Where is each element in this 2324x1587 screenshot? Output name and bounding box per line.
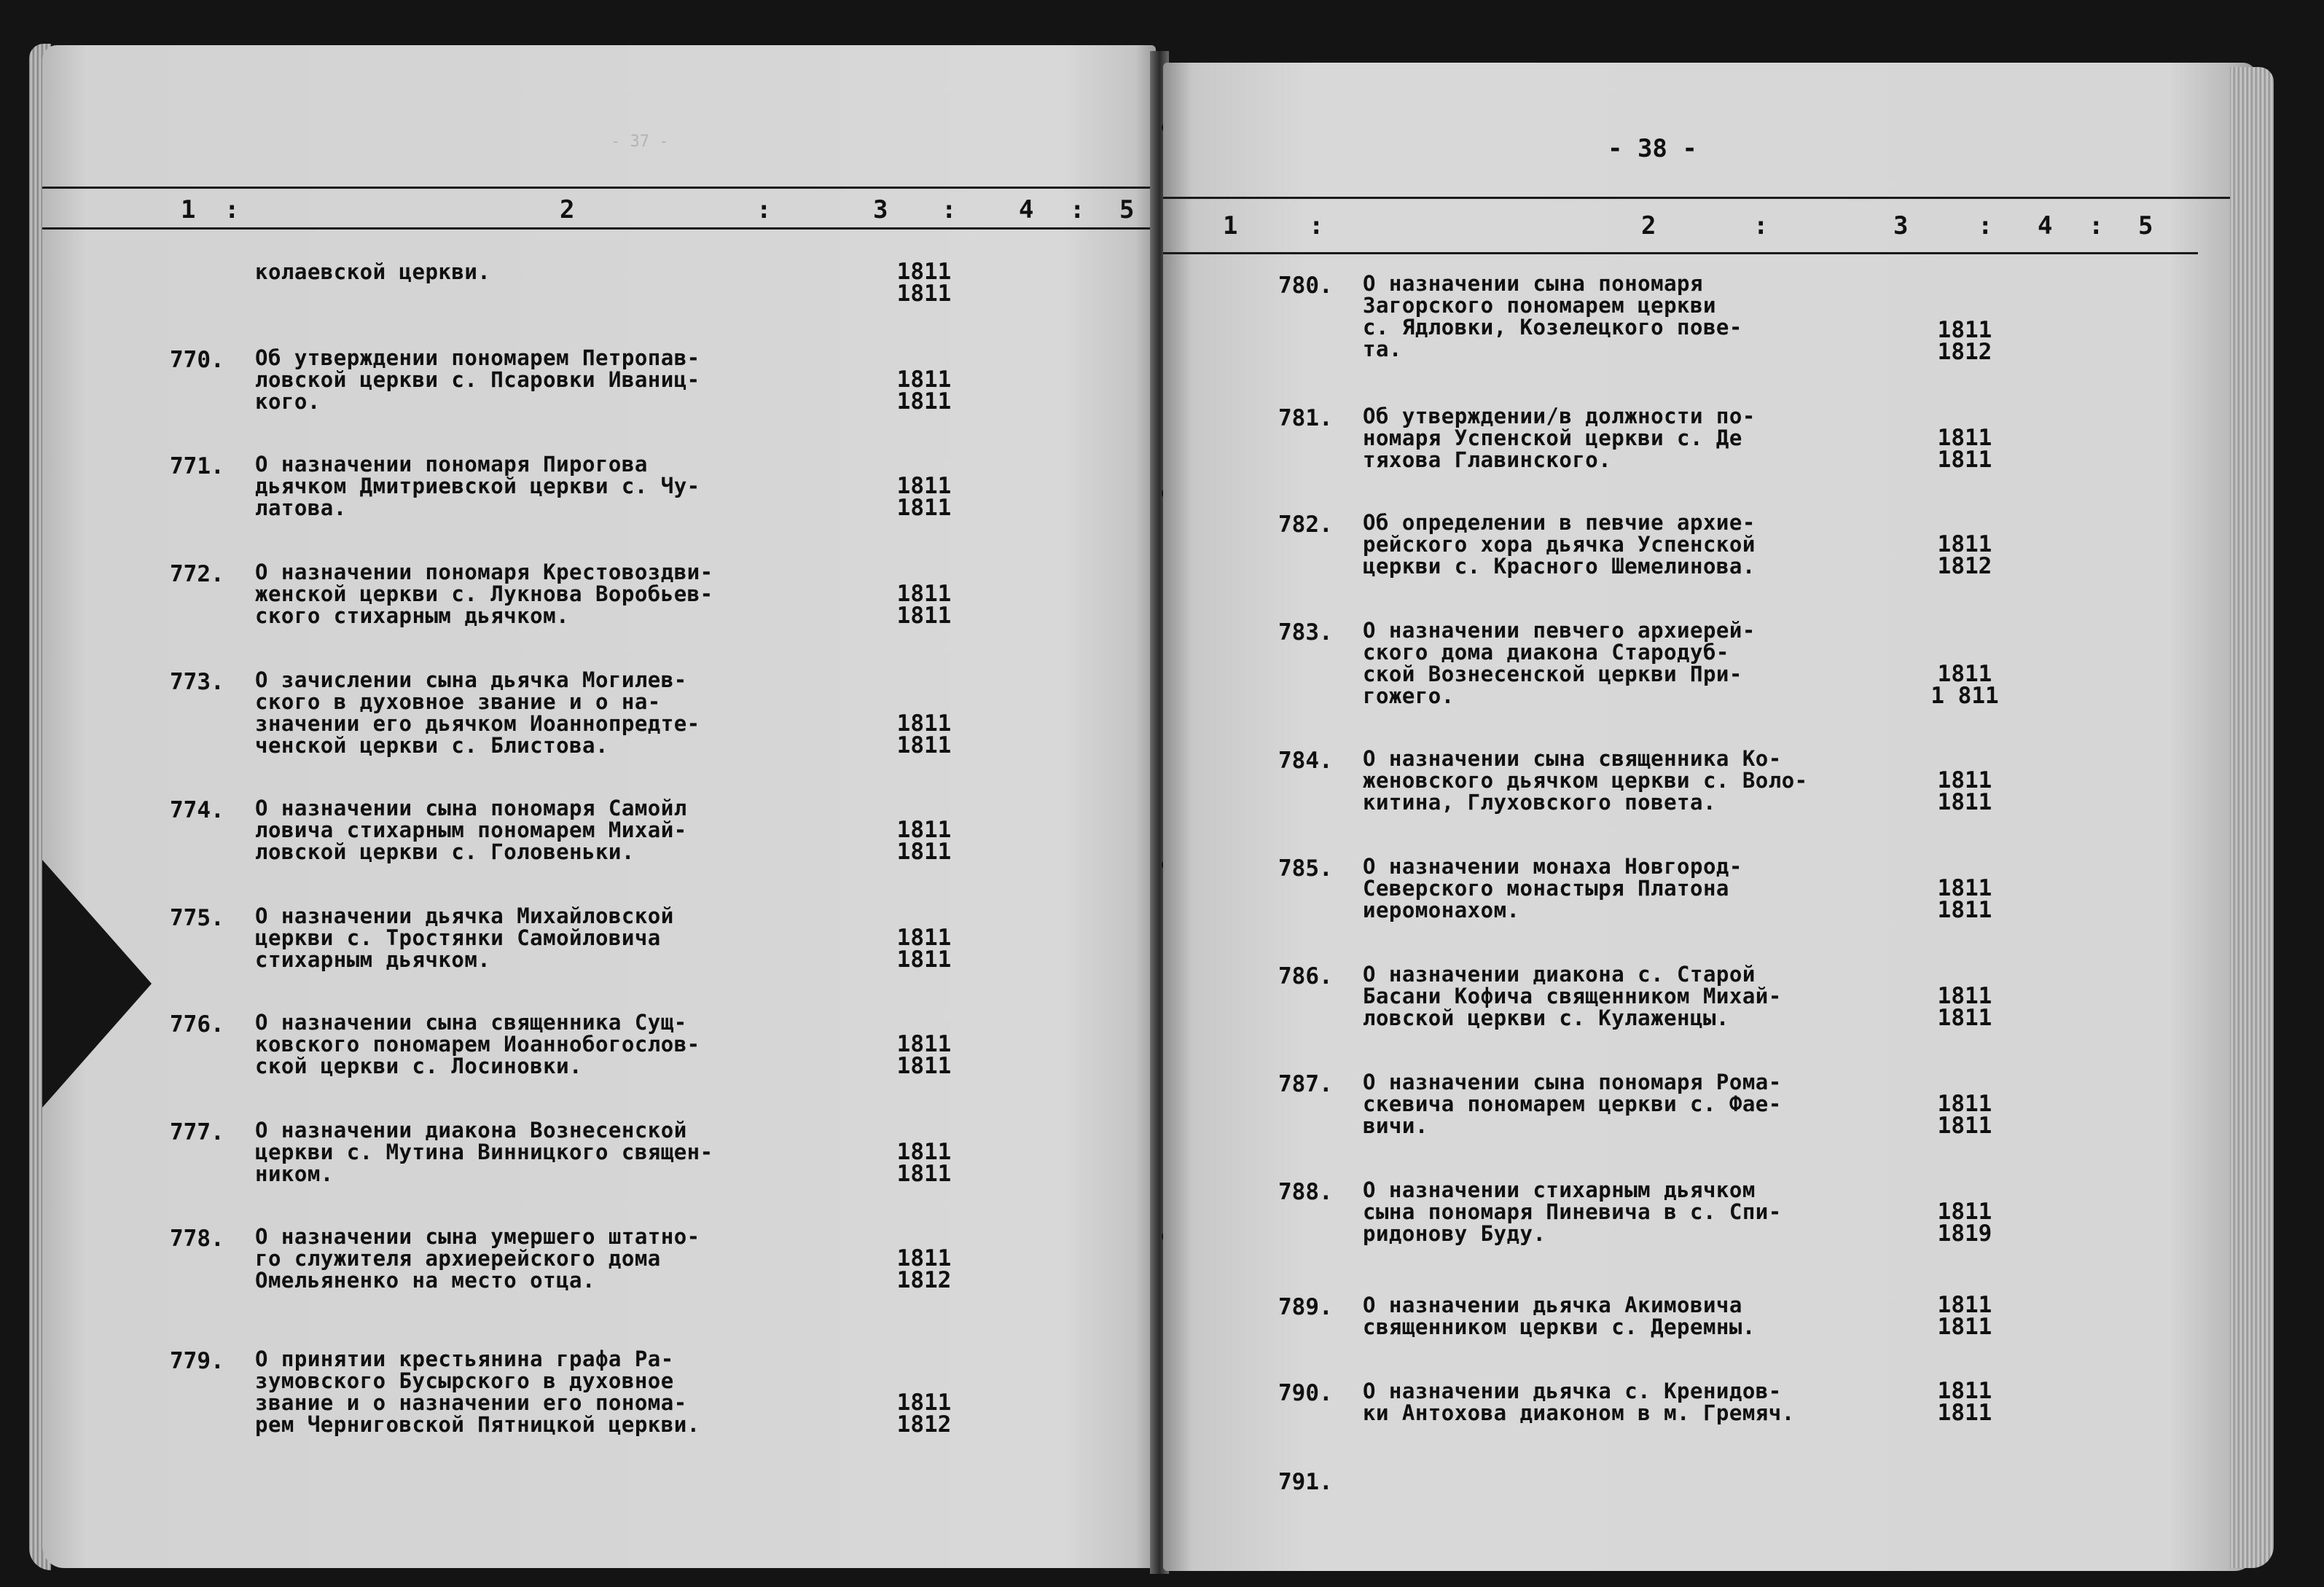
entry-text: О назначении сына священника Сущ- ковского пономарем Иоаннобогослов- ской церкви с. Лосиновки. xyxy=(255,1010,700,1078)
entry-number: 770. xyxy=(170,347,224,373)
entry-number: 782. xyxy=(1278,512,1333,538)
col-header-4: 4 xyxy=(2038,211,2053,240)
col-header-5: 5 xyxy=(1119,195,1135,224)
entry-text: О назначении монаха Новгород- Северского монастыря Платона иеромонахом. xyxy=(1363,854,1742,922)
header-rule-top xyxy=(42,187,1156,189)
entry-years: 1811 1811 xyxy=(896,1139,952,1187)
entry-text: О назначении сына священника Ко- женовского дьячком церкви с. Воло- китина, Глуховского повета. xyxy=(1363,746,1808,815)
col-sep: : xyxy=(224,195,240,224)
right-page xyxy=(1163,63,2256,1571)
col-sep: : xyxy=(756,195,772,224)
entry-text: Об утверждении/в должности по- номаря Успенской церкви с. Де тяхова Главинского. xyxy=(1363,404,1756,472)
col-sep: : xyxy=(1070,195,1085,224)
ghost-text: - 37 - xyxy=(611,133,669,151)
entry-years: 1811 1811 xyxy=(896,367,952,415)
entry-years: 1811 1811 xyxy=(1937,1091,1992,1139)
entry-number: 787. xyxy=(1278,1071,1333,1097)
entry-text: О назначении пономаря Пирогова дьячком Дмитриевской церкви с. Чу- латова. xyxy=(255,452,700,520)
entry-number: 784. xyxy=(1278,748,1333,774)
entry-number: 779. xyxy=(170,1348,224,1374)
entry-text: колаевской церкви. xyxy=(255,259,491,284)
col-sep: : xyxy=(1309,211,1324,240)
entry-number: 788. xyxy=(1278,1179,1333,1205)
entry-text: О назначении дьячка Михайловской церкви с. Тростянки Самойловича стихарным дьячком. xyxy=(255,904,674,972)
entry-text: О назначении сына пономаря Загорского пономарем церкви с. Ядловки, Козелецкого пове- та. xyxy=(1363,271,1742,361)
entry-text: О назначении сына пономаря Рома- скевича пономарем церкви с. Фае- вичи. xyxy=(1363,1070,1782,1138)
left-page xyxy=(42,45,1156,1568)
entry-years: 1811 1812 xyxy=(896,1390,952,1438)
col-sep: : xyxy=(942,195,957,224)
entry-number: 776. xyxy=(170,1011,224,1038)
entry-years: 1811 1811 xyxy=(896,710,952,759)
entry-number: 771. xyxy=(170,453,224,479)
col-header-2: 2 xyxy=(560,195,575,224)
col-header-5: 5 xyxy=(2138,211,2153,240)
header-rule-bottom xyxy=(42,227,1156,230)
entry-years: 1811 1811 xyxy=(1937,1378,1992,1426)
entry-number: 772. xyxy=(170,561,224,587)
col-sep: : xyxy=(1753,211,1769,240)
entry-text: О принятии крестьянина графа Ра- зумовского Бусырского в духовное звание и о назначении его понома- рем Черниговской Пятницкой церкви. xyxy=(255,1347,700,1437)
entry-text: О назначении диакона с. Старой Басани Кофича священником Михай- ловской церкви с. Кулаженцы. xyxy=(1363,962,1782,1030)
entry-number: 786. xyxy=(1278,963,1333,990)
entry-years: 1811 1812 xyxy=(896,1245,952,1293)
entry-number: 790. xyxy=(1278,1380,1333,1406)
entry-number: 791. xyxy=(1278,1469,1333,1495)
page-notch xyxy=(42,860,152,1108)
entry-text: Об определении в певчие архие- рейского хора дьячка Успенской церкви с. Красного Шемелинова. xyxy=(1363,510,1756,579)
entry-number: 778. xyxy=(170,1226,224,1252)
entry-years: 1811 1811 xyxy=(896,1031,952,1079)
col-header-3: 3 xyxy=(873,195,888,224)
entry-number: 777. xyxy=(170,1119,224,1145)
col-sep: : xyxy=(1978,211,1993,240)
entry-text: О назначении сына пономаря Самойл ловича стихарным пономарем Михай- ловской церкви с. Головеньки. xyxy=(255,796,687,864)
col-sep: : xyxy=(2089,211,2104,240)
entry-years: 1811 1811 xyxy=(1937,1292,1992,1340)
entry-number: 773. xyxy=(170,669,224,695)
entry-text: О назначении сына умершего штатно- го служителя архиерейского дома Омельяненко на место отца. xyxy=(255,1224,700,1293)
entry-years: 1811 1812 xyxy=(1937,317,1992,365)
entry-years: 1811 1 811 xyxy=(1930,661,1999,709)
entry-text: О назначении дьячка с. Кренидов- ки Антохова диаконом в м. Гремяч. xyxy=(1363,1379,1795,1425)
header-rule-top xyxy=(1163,197,2256,199)
entry-text: О зачислении сына дьячка Могилев- ского в духовное звание и о на- значении его дьячком Иоаннопредте- ченской церкви с. Блистова. xyxy=(255,667,700,758)
entry-text: О назначении пономаря Крестовоздви- женской церкви с. Лукнова Воробьев- ского стихарным дьячком. xyxy=(255,560,713,628)
entry-years: 1811 1812 xyxy=(1937,531,1992,579)
page-number: - 38 - xyxy=(1608,134,1697,163)
col-header-4: 4 xyxy=(1019,195,1034,224)
entry-number: 783. xyxy=(1278,619,1333,646)
entry-years: 1811 1811 xyxy=(896,473,952,521)
entry-years: 1811 1819 xyxy=(1937,1199,1992,1247)
entry-years: 1811 1811 xyxy=(1937,425,1992,473)
entry-years: 1811 1811 xyxy=(1937,767,1992,815)
entry-text: О назначении стихарным дьячком сына пономаря Пиневича в с. Спи- ридонову Буду. xyxy=(1363,1177,1782,1246)
entry-number: 775. xyxy=(170,905,224,931)
col-header-1: 1 xyxy=(181,195,196,224)
col-header-1: 1 xyxy=(1223,211,1238,240)
entry-number: 789. xyxy=(1278,1294,1333,1320)
col-header-2: 2 xyxy=(1641,211,1656,240)
entry-years: 1811 1811 xyxy=(896,259,952,307)
entry-years: 1811 1811 xyxy=(896,581,952,629)
header-rule-bottom xyxy=(1163,252,2198,254)
col-header-3: 3 xyxy=(1893,211,1909,240)
entry-text: О назначении диакона Вознесенской церкви с. Мутина Винницкого священ- ником. xyxy=(255,1118,713,1186)
entry-years: 1811 1811 xyxy=(896,817,952,865)
entry-number: 774. xyxy=(170,797,224,823)
entry-number: 781. xyxy=(1278,405,1333,431)
entry-number: 785. xyxy=(1278,855,1333,882)
entry-years: 1811 1811 xyxy=(896,925,952,973)
entry-years: 1811 1811 xyxy=(1937,983,1992,1031)
entry-number: 780. xyxy=(1278,273,1333,299)
entry-text: О назначении дьячка Акимовича священником церкви с. Деремны. xyxy=(1363,1293,1756,1339)
right-page-edges xyxy=(2230,67,2274,1568)
entry-years: 1811 1811 xyxy=(1937,875,1992,923)
entry-text: О назначении певчего архиерей- ского дома диакона Стародуб- ской Вознесенской церкви При- гожего. xyxy=(1363,618,1756,708)
entry-text: Об утверждении пономарем Петропав- ловской церкви с. Псаровки Иваниц- кого. xyxy=(255,345,700,414)
